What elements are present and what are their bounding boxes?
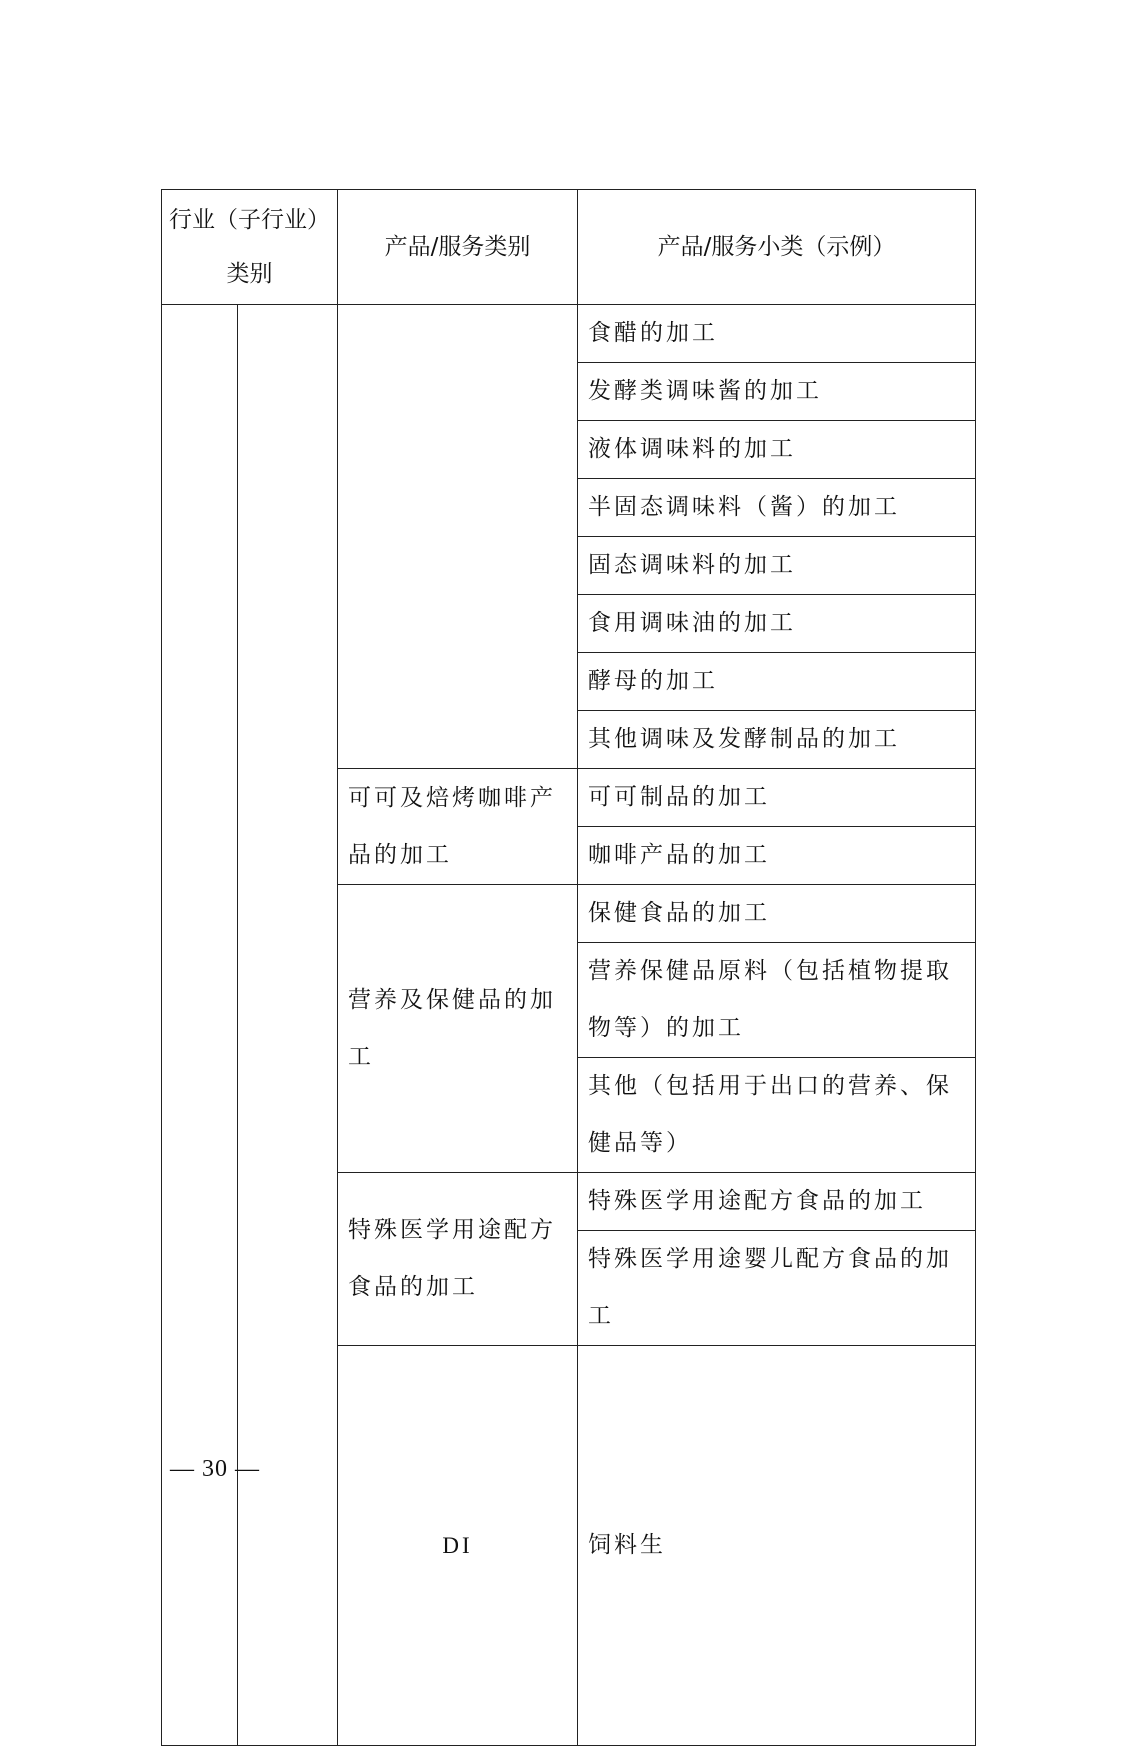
header-product-category: 产品/服务类别 (338, 190, 578, 305)
product-category-cell: 营养及保健品的加工 (338, 885, 578, 1173)
subcategory-cell: 营养保健品原料（包括植物提取物等）的加工 (578, 943, 976, 1058)
product-category-cell: 可可及焙烤咖啡产品的加工 (338, 769, 578, 885)
industry-code-cell: DI (338, 1346, 578, 1746)
subcategory-cell: 食用调味油的加工 (578, 595, 976, 653)
subcategory-cell: 特殊医学用途婴儿配方食品的加工 (578, 1231, 976, 1346)
sub-industry-cell: 饲料生 (578, 1346, 976, 1746)
subcategory-cell: 特殊医学用途配方食品的加工 (578, 1173, 976, 1231)
subcategory-cell: 半固态调味料（酱）的加工 (578, 479, 976, 537)
subcategory-cell: 可可制品的加工 (578, 769, 976, 827)
subcategory-cell: 其他（包括用于出口的营养、保健品等） (578, 1058, 976, 1173)
sub-industry-cell (238, 305, 338, 1746)
industry-product-table (161, 189, 976, 1746)
page-number: — 30 — (170, 1456, 260, 1482)
product-category-cell: 特殊医学用途配方食品的加工 (338, 1173, 578, 1346)
subcategory-cell: 咖啡产品的加工 (578, 827, 976, 885)
subcategory-cell: 保健食品的加工 (578, 885, 976, 943)
product-category-cell (338, 305, 578, 769)
header-product-subcategory: 产品/服务小类（示例） (578, 190, 976, 305)
subcategory-cell: 液体调味料的加工 (578, 421, 976, 479)
subcategory-cell: 其他调味及发酵制品的加工 (578, 711, 976, 769)
subcategory-cell: 食醋的加工 (578, 305, 976, 363)
subcategory-cell: 固态调味料的加工 (578, 537, 976, 595)
header-industry-category: 行业（子行业）类别 (162, 190, 338, 305)
subcategory-cell: 酵母的加工 (578, 653, 976, 711)
industry-code-cell (162, 305, 238, 1746)
subcategory-cell: 发酵类调味酱的加工 (578, 363, 976, 421)
